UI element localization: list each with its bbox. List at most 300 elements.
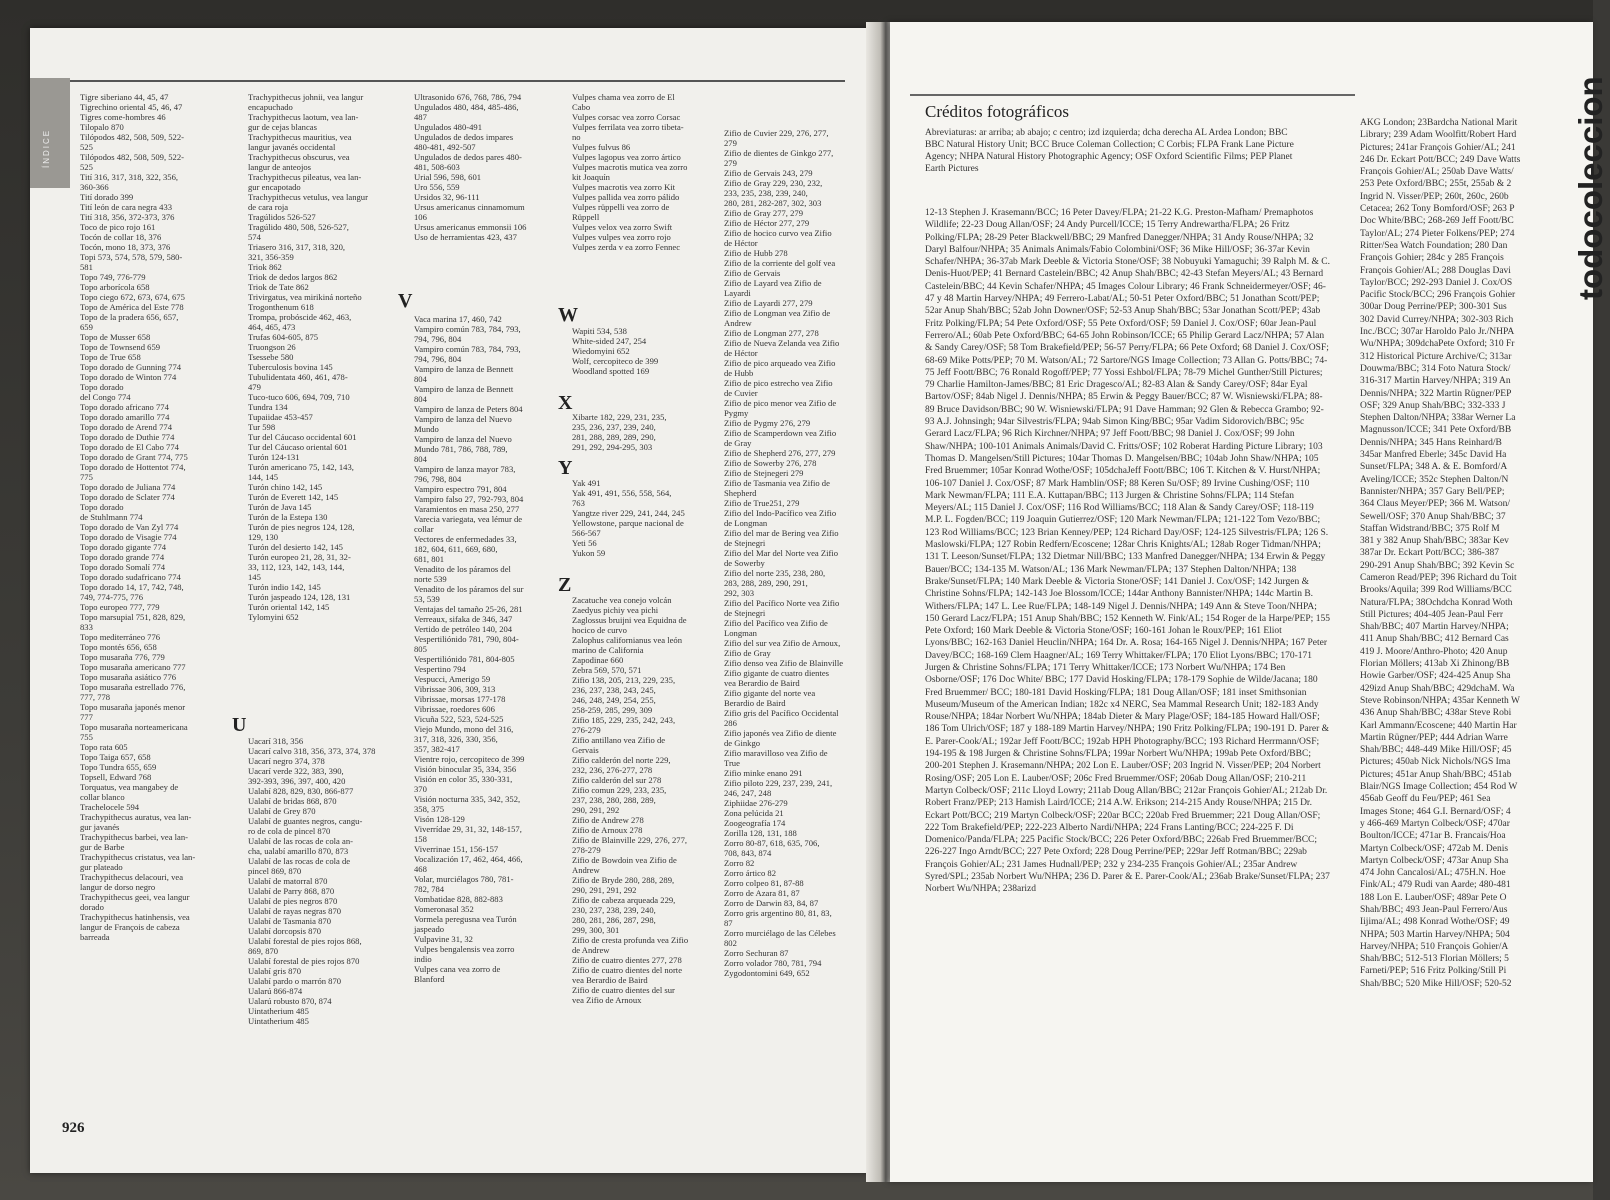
index-entry: Zorro volador 780, 781, 794: [724, 958, 822, 968]
index-entry: Visión binocular 35, 334, 356: [414, 764, 517, 774]
index-entry: 381 y 382 Anup Shah/BBC; 383ar Kev: [1360, 536, 1509, 547]
index-entry: Sewell/OSF; 370 Anup Shah/BBC; 37: [1360, 511, 1506, 522]
index-entry: Zifio de Arnoux 278: [572, 825, 643, 835]
index-entry: Vampiro común 783, 784, 793,: [414, 324, 521, 334]
index-entry: Ungulados de dedos impares: [414, 132, 514, 142]
index-entry: Zifio de Layard vea Zifio de: [724, 278, 822, 288]
index-entry: Turón chino 142, 145: [248, 482, 323, 492]
index-entry: Vocalización 17, 462, 464, 466,: [414, 854, 523, 864]
index-entry: Viverrídae 29, 31, 32, 148-157,: [414, 824, 522, 834]
index-entry: 281, 288, 289, 289, 290,: [572, 432, 656, 442]
index-entry: 106: [414, 212, 427, 222]
index-entry: Zifio gris del Pacífico Occidental: [724, 708, 839, 718]
index-entry: Vespertino 794: [414, 664, 466, 674]
index-entry: 236, 237, 238, 243, 245,: [572, 685, 656, 695]
index-entry: Vulpes lagopus vea zorro ártico: [572, 152, 681, 162]
index-entry: Mundo: [414, 424, 439, 434]
index-entry: Magnusson/ICCE; 341 Pete Oxford/BB: [1360, 425, 1512, 436]
index-entry: Turón jaspeado 124, 128, 131: [248, 592, 351, 602]
index-entry: Zifio de Blainville 229, 276, 277,: [572, 835, 688, 845]
index-entry: Zifio de cuatro dientes del sur: [572, 985, 675, 995]
index-entry: 474 John Cancalosi/AL; 475H.N. Hoe: [1360, 868, 1506, 879]
index-entry: Ungulados de dedos pares 480-: [414, 152, 522, 162]
index-entry: Tilópodos 482, 508, 509, 522-: [80, 152, 185, 162]
index-entry: cha, ualabí amarillo 870, 873: [248, 846, 349, 856]
index-entry: Zifio de cresta profunda vea Zifio: [572, 935, 689, 945]
right-page-credits: [890, 22, 1593, 1182]
index-entry: 300ar Doug Perrine/PEP; 300-301 Sus: [1360, 302, 1507, 313]
index-entry: Topo dorado de Winton 774: [80, 372, 177, 382]
index-entry: 777, 778: [80, 692, 111, 702]
index-entry: Topo montés 656, 658: [80, 642, 157, 652]
index-entry: Tití 318, 356, 372-373, 376: [80, 212, 175, 222]
index-entry: Stephen Dalton/NHPA; 338ar Werner La: [1360, 413, 1516, 424]
index-entry: Varecia variegata, vea lémur de: [414, 514, 523, 524]
index-entry: 246, 248, 249, 254, 255,: [572, 695, 656, 705]
index-entry: no: [572, 132, 581, 142]
index-entry: Zorro colpeo 81, 87-88: [724, 878, 804, 888]
index-column-4-x: [572, 412, 717, 452]
index-entry: Aveling/ICCE; 352c Stephen Dalton/N: [1360, 474, 1509, 485]
index-entry: Vectores de enfermedades 33,: [414, 534, 517, 544]
index-entry: Vormela peregusna vea Turón: [414, 914, 517, 924]
index-entry: Cetacea; 262 Tony Bomford/OSF; 263 P: [1360, 204, 1515, 215]
index-entry: de Gray: [724, 438, 752, 448]
index-entry: Turón de pies negros 124, 128,: [248, 522, 355, 532]
index-entry: Topo Tundra 655, 659: [80, 762, 157, 772]
index-entry: langur de dorso negro: [80, 882, 156, 892]
index-entry: Gervais: [572, 745, 599, 755]
credits-abbreviations: Abreviaturas: ar arriba; ab abajo; c centro; izd izquierda; dcha derecha AL Ardea London; BBC BBC Natural History Unit; BCC Bruce Coleman Collection; C Corbis; FLPA Frank Lane Picture Agency; NHPA Natural History Photographic Agency; OSF Oxford Scientific Films; PEP Planet Earth Pictures: [925, 128, 1294, 174]
index-entry: Trachypithecus mauritius, vea: [248, 132, 352, 142]
index-entry: Ritter/Sea Watch Foundation; 280 Dan: [1360, 240, 1508, 251]
index-entry: Trachypithecus geei, vea langur: [80, 892, 190, 902]
index-entry: Zifio del Mar del Norte vea Zifio: [724, 548, 839, 558]
index-entry: Ualabí de rayas negras 870: [248, 906, 342, 916]
index-entry: Yukon 59: [572, 548, 606, 558]
index-entry: Trivirgatus, vea mirikiná norteño: [248, 292, 362, 302]
index-entry: Zifio de pico arqueado vea Zifio: [724, 358, 836, 368]
index-entry: 464, 465, 473: [248, 322, 296, 332]
index-entry: Howie Garber/OSF; 424-425 Anup Sha: [1360, 671, 1511, 682]
index-entry: Tilópodos 482, 508, 509, 522-: [80, 132, 185, 142]
index-entry: Uintatherium 485: [248, 1006, 309, 1016]
index-entry: Pictures; 241ar François Gohier/AL; 241: [1360, 142, 1516, 153]
index-entry: Shah/BBC; 407 Martin Harvey/NHPA;: [1360, 622, 1509, 633]
index-entry: Turón indio 142, 145: [248, 582, 321, 592]
index-column-3: [414, 92, 562, 242]
index-entry: Topo dorado de El Cabo 774: [80, 442, 179, 452]
index-entry: Viverrinae 151, 156-157: [414, 844, 499, 854]
index-entry: 290-291 Anup Shah/BBC; 392 Kevin Sc: [1360, 560, 1515, 571]
index-entry: 833: [80, 622, 93, 632]
index-entry: Trachypithecus cristatus, vea lan-: [80, 852, 196, 862]
index-entry: Inc./BCC; 307ar Haroldo Palo Jr./NHPA: [1360, 327, 1515, 338]
index-entry: Topo dorado de Hottentot 774,: [80, 462, 186, 472]
index-tab-label: ÍNDICE: [42, 128, 51, 168]
index-column-3-v: [414, 314, 562, 984]
index-entry: Zorro de Darwin 83, 84, 87: [724, 898, 819, 908]
index-entry: Wapiti 534, 538: [572, 326, 627, 336]
index-entry: 749, 774-775, 776: [80, 592, 144, 602]
index-entry: del Congo 774: [80, 392, 131, 402]
index-entry: Ursidos 32, 96-111: [414, 192, 480, 202]
index-entry: 481, 508-603: [414, 162, 460, 172]
index-entry: Vulpes cana vea zorro de: [414, 964, 501, 974]
index-entry: Topo musaraña americano 777: [80, 662, 186, 672]
index-entry: Zygodontomini 649, 652: [724, 968, 810, 978]
index-entry: Yellowstone, parque nacional de: [572, 518, 684, 528]
index-entry: Zifio del norte 235, 238, 280,: [724, 568, 826, 578]
index-column-5: [724, 128, 864, 978]
index-entry: 429izd Anup Shah/BBC; 429dchaM. Wa: [1360, 683, 1515, 694]
index-entry: Zebra 569, 570, 571: [572, 665, 642, 675]
index-entry: Zifio del Pacífico vea Zifio de: [724, 618, 828, 628]
index-entry: Turón de Everett 142, 145: [248, 492, 339, 502]
index-entry: Brooks/Aquila; 399 Rod Williams/BCC: [1360, 585, 1512, 596]
index-entry: Turón 124-131: [248, 452, 300, 462]
index-entry: de cara roja: [248, 202, 289, 212]
index-entry: Tsessebe 580: [248, 352, 294, 362]
index-entry: Topo dorado de Grant 774, 775: [80, 452, 188, 462]
index-column-4-w: [572, 326, 717, 376]
index-entry: Wu/NHPA; 309dchaPete Oxford; 310 Fr: [1360, 339, 1515, 350]
index-entry: Ualabí de bridas 868, 870: [248, 796, 337, 806]
index-entry: de Sowerby: [724, 558, 765, 568]
index-entry: 392-393, 396, 397, 400, 420: [248, 776, 346, 786]
index-entry: François Gohier/AL; 250ab Dave Watts/: [1360, 167, 1514, 178]
letter-heading-y: Y: [558, 457, 573, 479]
index-entry: collar: [414, 524, 434, 534]
index-entry: Taylor/BCC; 292-293 Daniel J. Cox/OS: [1360, 277, 1513, 288]
index-entry: Zifio piloto 229, 237, 239, 241,: [724, 778, 833, 788]
index-entry: 796, 798, 804: [414, 474, 462, 484]
index-entry: Tocón de collar 18, 376: [80, 232, 162, 242]
index-entry: Xibarte 182, 229, 231, 235,: [572, 412, 667, 422]
header-rule: [70, 80, 845, 82]
index-entry: Zifio de Bryde 280, 288, 289,: [572, 875, 675, 885]
index-entry: Uacarí 318, 356: [248, 736, 304, 746]
index-entry: Varamientos en masa 250, 277: [414, 504, 520, 514]
index-entry: Zifio de Gervais: [724, 268, 781, 278]
index-entry: Topo musaraña asiático 776: [80, 672, 177, 682]
page-number: 926: [62, 1120, 85, 1136]
index-entry: Ualabí de las rocas de cola de: [248, 856, 351, 866]
index-entry: Zifio japonés vea Zifio de diente: [724, 728, 837, 738]
index-entry: Cameron Read/PEP; 396 Richard du Toit: [1360, 572, 1517, 583]
index-entry: Zifio de Nueva Zelanda vea Zifio: [724, 338, 840, 348]
index-entry: 230, 237, 238, 239, 240,: [572, 905, 656, 915]
index-entry: Zifio de Bowdoin vea Zifio de: [572, 855, 677, 865]
index-entry: Dennis/NHPA; 322 Martin Rügner/PEP: [1360, 388, 1512, 399]
index-entry: 411 Anup Shah/BBC; 412 Bernard Cas: [1360, 634, 1509, 645]
index-entry: Zifio de la corriente del golf vea: [724, 258, 836, 268]
index-entry: 286: [724, 718, 737, 728]
index-entry: Vampiro de lanza de Peters 804: [414, 404, 523, 414]
index-entry: de Ginkgo: [724, 738, 761, 748]
index-entry: Library; 239 Adam Woolfitt/Robert Hard: [1360, 130, 1517, 141]
index-entry: Verreaux, sifaka de 346, 347: [414, 614, 513, 624]
index-entry: Uro 556, 559: [414, 182, 460, 192]
index-entry: Topo marsupial 751, 828, 829,: [80, 612, 186, 622]
index-entry: Pictures; 451ar Anup Shah/BBC; 451ab: [1360, 769, 1512, 780]
index-entry: Andrew: [572, 865, 600, 875]
index-entry: 804: [414, 394, 427, 404]
index-entry: norte 539: [414, 574, 447, 584]
index-entry: Trachypithecus johnii, vea langur: [248, 92, 364, 102]
index-entry: Zifio de cuatro dientes del norte: [572, 965, 683, 975]
index-entry: Topo dorado de Duthie 774: [80, 432, 175, 442]
index-entry: de Andrew: [572, 945, 610, 955]
index-entry: Topo musaraña 776, 779: [80, 652, 165, 662]
index-entry: Uintatherium 485: [248, 1016, 309, 1026]
index-entry: Topo dorado grande 774: [80, 552, 165, 562]
index-entry: Shah/BBC; 512-513 Florian Möllers; 5: [1360, 954, 1509, 965]
index-entry: Zifio antillano vea Zifio de: [572, 735, 666, 745]
index-entry: Trachypithecus vetulus, vea langur: [248, 192, 368, 202]
index-entry: 232, 236, 276-277, 278: [572, 765, 653, 775]
index-entry: Tur del Cáucaso oriental 601: [248, 442, 348, 452]
index-entry: Natura/FLPA; 38Ochdcha Konrad Woth: [1360, 597, 1513, 608]
credits-body: 12-13 Stephen J. Krasemann/BCC; 16 Peter Davey/FLPA; 21-22 K.G. Preston-Mafham/ Premaphotos Wildlife; 22-23 Doug Allan/OSF; 24 Andy Purcell/ICCE; 15 Terry Andrewartha/FLPA; 26 Fritz Polking/FLPA; 28-29 Peter Blackwell/BBC; 29 Manfred Danegger/NHPA; 31 Andy Rouse/NHPA; 32 Daryl Balfour/NHPA; 35 Animals Animals/Fabio Colombini/OSF; 36 Mike Hill/OSF; 36-37ar Kevin Schafer/NHPA; 36-37ab Mark Deeble & Victoria Stone/OSF; 38 Nobuyuki Yamaguchi; 39 Ralph M. & C. Denis-Huot/PEP; 41 Bernard Castelein/BBC; 42 Anup Shah/BBC; 42-43 Stefan Meyers/AL; 43 Bernard Castelein/BBC; 44 Kevin Schafer/NHPA; 45 Images Colour Library; 46 Frank Schneidermeyer/OSF; 46-47 y 48 Martin Harvey/NHPA; 49 Ferrero-Labat/AL; 50-51 Peter Oxford/BBC; 51 Jonathan Scott/PEP; 52ar Anup Shah/BBC; 52ab John Downer/OSF; 52-53 Anup Shah/BBC; 53ar Jonathan Scott/PEP; 43ab Fritz Polking/FLPA; 54 Pete Oxford/OSF; 55 Pete Oxford/OSF; 59 Daniel J. Cox/OSF; 60ar Jean-Paul Ferrero/AL; 60ab Pete Oxford/BBC; 64-65 John Robinson/ICCE; 65 Philip Gerard Lacz/NHPA; 57 Alan & Sandy Carey/OSF; 58 Tom Brakefield/PEP; 56-57 Perry/FLPA; 66 Pete Oxford; 68 Daniel J. Cox/OSF; 68-69 Mike Potts/PEP; 70 M. Watson/AL; 72 Sartore/NGS Image Collection; 73 Allan G. Potts/BBC; 74-75 Jeff Foott/BBC; 76 Ronald Rogoff/PEP; 77 Yossi Eshbol/FLPA; 78-79 Michel Gunther/Still Pictures; 79 Charlie Hamilton-James/BBC; 81 Eric Dragesco/AL; 82-83 Alan & Sandy Carey/OSF; 84ar Eyal Bartov/OSF; 84ab Nigel J. Dennis/NHPA; 85 Erwin & Peggy Bauer/BCC; 87 W. Wisniewski/FLPA; 88-89 Bruce Davidson/BBC; 90 W. Wisniewski/FLPA; 91 Dave Hamman; 92 Glen & Rebecca Grambo; 92-93 A.J. Johnsingh; 94ar Silvestris/FLPA; 94ab Simon King/BBC; 95ar Vadim Sidorovich/BBC; 95c Gerard Lacz/FLPA; 96 Rich Kirchner/NHPA; 97 Jeff Foott/BBC; 98 Daniel J. Cox/OSF; 99 John Shaw/NHPA; 100-101 Animals Animals/David C. Fritts/OSF; 102 Roberat Harding Picture Library; 103 Thomas D. Mangelsen/Still Pictures; 104ar Thomas D. Mangelsen/BBC; 104ab John Shaw/NHPA; 105 Fred Bruemmer; 105ar Konrad Wothe/OSF; 105dchaJeff Foott/BBC; 106 T. Kitchen & V. Hurst/NHPA; 106-107 Daniel J. Cox/OSF; 87 Mark Hamblin/OSF; 88 Keren Su/OSF; 89 Irvine Cushing/OSF; 110 Mark Newman/FLPA; 111 E.A. Kuttapan/BBC; 113 Jurgen & Christine Sohns/FLPA; 114 Stefan Meyers/AL; 115 Daniel J. Cox/OSF; 116 Rod Williams/BCC; 118 Alan & Sandy Carey/OSF; 118-119 M.P. L. Fogden/BCC; 119 Joaquin Gutierrez/OSF; 120 Mark Newman/FLPA; 121-122 Tom Vezo/BBC; 123 Rod Williams/BCC; 123 Brian Kenney/PEP; 124 Richard Day/OSF; 124-125 Silvestris/FLPA; 126 S. Maslowski/FLPA; 127 Robin Redfern/Ecoscene; 128ar Chris Knights/AL; 128ab Roger Tidman/NHPA; 131 T. Leeson/Sunset/FLPA; 132 Dietmar Nill/BBC; 133 Manfred Danegger/NHPA; 134 Erwin & Peggy Bauer/BCC; 134-135 M. Watson/AL; 136 Mark Newman/FLPA; 137 Stephen Dalton/NHPA; 138 Brake/Sunset/FLPA; 140 Mark Deeble & Victoria Stone/OSF; 141 Daniel J. Cox/OSF; 142 Jurgen & Christine Sohns/FLPA; 142-143 Joe Blossom/ICCE; 144ar Anthony Bannister/NHPA; 144c Martin B. Withers/FLPA; 147 L. Lee Rue/FLPA; 148-149 Nigel J. Dennis/NHPA; 149 Ann & Steve Toon/NHPA; 150 Gerard Lacz/FLPA; 151 Anup Shah/BBC; 152 Kenneth W. Fink/AL; 154 Roger de la Harpe/PEP; 155 Pete Oxford; 160 Mark Deeble & Victoria Stone/OSF; 160-161 Johan le Roux/PEP; 161 Eliot Lyons/BBC; 162-163 Daniel Heuclin/NHPA; 164 Dr. A. Rosa; 164-165 Nigel J. Dennis/NHPA; 167 Peter Davey/BCC; 168-169 Clem Haagner/AL; 169 Terry Whittaker/FLPA; 170 Eliot Lyons/BBC; 170-171 Jurgen & Christine Sohns/FLPA; 171 Terry Whittaker/ICCE; 173 Norbert Wu/NHPA; 174 Ben Osborne/OSF; 176 Doc White/ BBC; 177 David Hosking/FLPA; 178-179 Sophie de Wilde/Jacana; 180 Fred Bruemmer/ BCC; 180-181 David Hosking/FLPA; 181 Doug Allan/OSF; 181 inset Smithsonian Museum/Museum of the American Indian; 182c x4 NERC, Sea Mammal Research Unit; 182-183 Andy Rouse/NHPA; 184ar Norbert Wu/NHPA; 184ab Dieter & Mary Plage/OSF; 184-185 Howard Hall/OSF; 186 Tom Ulrich/OSF; 187 y 188-189 Martin Harvey/NHPA; 190 Fritz Polking/FLPA; 190-191 D. Parer & E. Parer-Cook/AL; 192ar Jeff Foott/BCC; 192ab HPH Photography/BCC; 193 Richard Herrmann/OSF; 194-195 & 198 Jurgen & Christine Sohns/FLPA; 199ar Norbert Wu/NHPA; 199ab Pete Oxford/BBC; 200-201 Stephen J. Krasemann/NHPA; 202 Lon E. Lauber/OSF; 203 Ingrid N. Visser/PEP; 204 Norbert Rosing/OSF; 205 Lon E. Lauber/OSF; 206c Fred Bruemmer/OSF; 206ab Doug Allan/OSF; 210-211 Martyn Colbeck/OSF; 211c Lloyd Lowry; 211ab Doug Allan/BBC; 212ar François Gohier/AL; 212ab Dr. Robert Franz/PEP; 213 Hamish Laird/ICCE; 214 A.W. Erikson; 214-215 Andy Rouse/NHPA; 215 Dr. Eckart Pott/BCC; 219 Martyn Colbeck/OSF; 220ar BCC; 220ab Fred Bruemmer; 221 Doug Allan/OSF; 222 Tom Brakefield/PEP; 222-223 Alberto Nardi/NHPA; 224 Frans Lanting/BCC; 224-225 F. Di Domenico/Panda/FLPA; 225 Pacific Stock/BCC; 226 Peter Oxford/BBC; 226ab Fred Bruemmer/BCC; 226-227 Ingo Arndt/BCC; 227 Pete Oxford; 228 Doug Perrine/PEP; 229ar Jeff Rotman/BBC; 229ab François Gohier/AL; 231 James Hudnall/PEP; 232 y 234-235 François Gohier/AL; 235ar Andrew Syred/SPL; 235ab Norbert Wu/NHPA; 236 D. Parer & E. Parer-Cook/AL; 236ab Brake/Sunset/FLPA; 237 Norbert Wu/NHPA; 238arizd: [925, 208, 1330, 895]
index-entry: Topo Taiga 657, 658: [80, 752, 151, 762]
index-entry: kit Joaquín: [572, 172, 610, 182]
index-entry: 581: [80, 262, 93, 272]
index-entry: Visón 128-129: [414, 814, 465, 824]
index-entry: 237, 238, 280, 288, 289,: [572, 795, 656, 805]
index-entry: Zifio denso vea Zifio de Blainville: [724, 658, 844, 668]
index-entry: Turón americano 75, 142, 143,: [248, 462, 354, 472]
index-entry: Fink/AL; 479 Rudi van Aarde; 480-481: [1360, 880, 1511, 891]
index-entry: Zifio de Héctor 277, 279: [724, 218, 810, 228]
index-entry: Tragúlidos 526-527: [248, 212, 316, 222]
index-entry: Vulpes zerda v ea zorro Fennec: [572, 242, 681, 252]
index-entry: Trachypithecus barbei, vea lan-: [80, 832, 189, 842]
index-entry: Tuberculosis bovina 145: [248, 362, 333, 372]
index-entry: Turón de la Estepa 130: [248, 512, 328, 522]
index-entry: Doc White/BBC; 268-269 Jeff Foott/BC: [1360, 216, 1514, 227]
index-entry: 321, 356-359: [248, 252, 294, 262]
index-entry: Wolf, cercopiteco de 399: [572, 356, 659, 366]
index-entry: de Cuvier: [724, 388, 758, 398]
index-entry: Zifio calderón del sur 278: [572, 775, 662, 785]
index-entry: True: [724, 758, 740, 768]
index-entry: vea Zifio de Arnoux: [572, 995, 642, 1005]
index-entry: 708, 843, 874: [724, 848, 772, 858]
index-entry: Ualabí forestal de pies rojos 870: [248, 956, 360, 966]
index-entry: Zacatuche vea conejo volcán: [572, 595, 672, 605]
index-entry: 246, 247, 248: [724, 788, 772, 798]
index-entry: 456ab Geoff du Feu/PEP; 461 Sea: [1360, 794, 1491, 805]
index-entry: Zifio del sur vea Zifio de Arnoux,: [724, 638, 841, 648]
index-entry: Woodland spotted 169: [572, 366, 650, 376]
index-entry: Vulpavine 31, 32: [414, 934, 473, 944]
index-entry: Topo de True 658: [80, 352, 141, 362]
index-entry: 794, 796, 804: [414, 354, 462, 364]
index-entry: 291, 292, 294-295, 303: [572, 442, 653, 452]
index-entry: Zifio de Shepherd 276, 277, 279: [724, 448, 836, 458]
index-entry: Ualarú robusto 870, 874: [248, 996, 332, 1006]
index-entry: Zifio de Stejnegeri 279: [724, 468, 804, 478]
index-entry: 775: [80, 472, 93, 482]
index-entry: Ualabí forestal de pies rojos 868,: [248, 936, 362, 946]
index-entry: NHPA; 503 Martin Harvey/NHPA; 504: [1360, 929, 1510, 940]
index-entry: Dennis/NHPA; 345 Hans Reinhard/B: [1360, 437, 1502, 448]
index-entry: Zifio de Pygmy 276, 279: [724, 418, 811, 428]
index-entry: Topo 749, 776-779: [80, 272, 146, 282]
index-entry: 235, 236, 237, 239, 240,: [572, 422, 656, 432]
index-entry: 681, 801: [414, 554, 445, 564]
index-entry: Uacarí calvo 318, 356, 373, 374, 378: [248, 746, 376, 756]
index-entry: Zorro ártico 82: [724, 868, 777, 878]
index-entry: Zifio de pico estrecho vea Zifio: [724, 378, 833, 388]
index-entry: Shah/BBC; 493 Jean-Paul Ferrero/Aus: [1360, 905, 1508, 915]
index-entry: Uacarí verde 322, 383, 390,: [248, 766, 344, 776]
index-entry: 370: [414, 784, 427, 794]
index-entry: Zifio del Pacífico Norte vea Zifio: [724, 598, 840, 608]
index-entry: Zifio de True251, 279: [724, 498, 800, 508]
index-entry: Uacarí negro 374, 378: [248, 756, 325, 766]
index-entry: Vampiro de lanza del Nuevo: [414, 434, 512, 444]
index-entry: de Stejnegri: [724, 608, 766, 618]
index-entry: 364 Claus Meyer/PEP; 366 M. Watson/: [1360, 499, 1511, 510]
index-entry: 805: [414, 644, 427, 654]
index-entry: Ursus americanus cinnamomum: [414, 202, 525, 212]
index-entry: 312 Historical Picture Archive/C; 313ar: [1360, 351, 1512, 362]
index-entry: 487: [414, 112, 427, 122]
index-entry: Topo de Townsend 659: [80, 342, 161, 352]
index-entry: Zifio de Gray 277, 279: [724, 208, 803, 218]
index-entry: Vulpes vulpes vea zorro rojo: [572, 232, 671, 242]
index-entry: Topo musaraña japonés menor: [80, 702, 186, 712]
index-entry: ro de cola de pincel 870: [248, 826, 331, 836]
index-entry: Trachypithecus laotum, vea lan-: [248, 112, 359, 122]
index-entry: Rüppell: [572, 212, 600, 222]
index-entry: 659: [80, 322, 93, 332]
index-entry: gur de Barbe: [80, 842, 125, 852]
index-entry: Torquatus, vea mangabey de: [80, 782, 179, 792]
index-entry: Tur del Cáucaso occidental 601: [248, 432, 357, 442]
index-entry: vea Berardio de Baird: [724, 678, 800, 688]
index-entry: Triok de dedos largos 862: [248, 272, 338, 282]
index-entry: Ualabí pardo o marrón 870: [248, 976, 342, 986]
index-entry: Zifio de Sowerby 276, 278: [724, 458, 817, 468]
index-entry: gur javanés: [80, 822, 120, 832]
index-entry: marino de California: [572, 645, 644, 655]
index-entry: 188 Lon E. Lauber/OSF; 489ar Pete O: [1360, 892, 1507, 903]
index-entry: 87: [724, 918, 733, 928]
index-entry: Trachypithecus delacouri, vea: [80, 872, 184, 882]
index-entry: Topo europeo 777, 779: [80, 602, 160, 612]
index-entry: Zifio de Gervais 243, 279: [724, 168, 813, 178]
index-entry: Vulpes pallida vea zorro pálido: [572, 192, 680, 202]
index-entry: langur de François de cabeza: [80, 922, 180, 932]
index-entry: encapuchado: [248, 102, 293, 112]
index-entry: Harvey/NHPA; 510 François Gohier/A: [1360, 941, 1509, 952]
index-entry: Bannister/NHPA; 357 Gary Bell/PEP;: [1360, 486, 1505, 497]
index-entry: 253 Pete Oxford/BBC; 255t, 255ab & 2: [1360, 179, 1512, 190]
index-entry: Visión nocturna 335, 342, 352,: [414, 794, 521, 804]
index-entry: 316-317 Martin Harvey/NHPA; 319 An: [1360, 376, 1511, 387]
index-entry: Farneti/PEP; 516 Fritz Polking/Still Pi: [1360, 966, 1507, 977]
index-entry: Martin Rügner/PEP; 444 Adrian Warre: [1360, 732, 1508, 743]
index-entry: pincel 869, 870: [248, 866, 302, 876]
index-entry: Douwma/BBC; 314 Foto Natura Stock/: [1360, 363, 1511, 374]
index-entry: Topo dorado de Juliana 774: [80, 482, 176, 492]
index-entry: 317, 318, 326, 330, 356,: [414, 734, 498, 744]
index-entry: Zifio de pico menor vea Zifio de: [724, 398, 837, 408]
index-entry: Ungulados 480, 484, 485-486,: [414, 102, 519, 112]
index-entry: 387ar Dr. Eckart Pott/BCC; 386-387: [1360, 548, 1500, 559]
index-entry: Blanford: [414, 974, 445, 984]
index-entry: Vulpes fulvus 86: [572, 142, 631, 152]
index-entry: Taylor/AL; 274 Pieter Folkens/PEP; 274: [1360, 228, 1515, 239]
index-entry: Trachypithecus obscurus, vea: [248, 152, 350, 162]
index-entry: Tití dorado 399: [80, 192, 134, 202]
index-entry: de Stuhlmann 774: [80, 512, 143, 522]
index-entry: Zapodinae 660: [572, 655, 624, 665]
index-entry: Zifio de cabeza arqueada 229,: [572, 895, 676, 905]
index-entry: Truongson 26: [248, 342, 296, 352]
index-entry: Tur 598: [248, 422, 276, 432]
index-entry: Martyn Colbeck/OSF; 473ar Anup Sha: [1360, 855, 1509, 866]
index-entry: Topo dorado 14, 17, 742, 748,: [80, 582, 184, 592]
credits-rule: [910, 94, 1355, 96]
index-entry: Vulpes bengalensis vea zorro: [414, 944, 515, 954]
index-entry: Tocón, mono 18, 373, 376: [80, 242, 171, 252]
index-entry: 869, 870: [248, 946, 279, 956]
index-entry: 436 Anup Shah/BBC; 438ar Steve Robi: [1360, 708, 1512, 719]
index-entry: Vampiro falso 27, 792-793, 804: [414, 494, 524, 504]
index-entry: Vampiro de lanza de Bennett: [414, 384, 514, 394]
index-entry: 802: [724, 938, 737, 948]
index-entry: Viejo Mundo, mono del 316,: [414, 724, 514, 734]
index-entry: indio: [414, 954, 432, 964]
index-entry: Zifio comun 229, 233, 235,: [572, 785, 667, 795]
index-entry: jaspeado: [414, 924, 445, 934]
index-entry: 525: [80, 142, 93, 152]
index-entry: Tigres come-hombres 46: [80, 112, 166, 122]
index-entry: Topo dorado de Gunning 774: [80, 362, 182, 372]
index-entry: Zifio de Gray: [724, 648, 771, 658]
index-entry: Zifio de Cuvier 229, 276, 277,: [724, 128, 829, 138]
index-entry: Boulton/ICCE; 471ar B. Francais/Hoa: [1360, 831, 1506, 842]
index-entry: Ualabí de Tasmania 870: [248, 916, 332, 926]
index-entry: Yeti 56: [572, 538, 597, 548]
index-entry: Trufas 604-605, 875: [248, 332, 319, 342]
index-entry: 290, 291, 292: [572, 805, 620, 815]
index-entry: AKG London; 23Bardcha National Marit: [1360, 118, 1518, 128]
index-entry: 233, 235, 238, 239, 240,: [724, 188, 808, 198]
index-entry: Triasero 316, 317, 318, 320,: [248, 242, 346, 252]
index-entry: Zifio de dientes de Ginkgo 277,: [724, 148, 834, 158]
index-entry: Zalophus californianus vea león: [572, 635, 683, 645]
index-entry: Yangtze river 229, 241, 244, 245: [572, 508, 685, 518]
index-entry: 246 Dr. Eckart Pott/BCC; 249 Dave Watts: [1360, 154, 1521, 165]
index-entry: Trachypithecus pileatus, vea lan-: [248, 172, 362, 182]
index-entry: Pygmy: [724, 408, 749, 418]
index-entry: Still Pictures; 404-405 Jean-Paul Ferr: [1360, 609, 1504, 620]
index-column-1: [80, 92, 220, 942]
index-entry: langur de anteojos: [248, 162, 312, 172]
index-entry: 145: [248, 572, 261, 582]
index-entry: 280, 281, 286, 287, 298,: [572, 915, 656, 925]
letter-heading-w: W: [558, 304, 578, 326]
index-entry: de Héctor: [724, 238, 758, 248]
index-entry: Ursus americanus emmonsii 106: [414, 222, 527, 232]
index-entry: 276-279: [572, 725, 601, 735]
index-entry: Vampiro espectro 791, 804: [414, 484, 507, 494]
